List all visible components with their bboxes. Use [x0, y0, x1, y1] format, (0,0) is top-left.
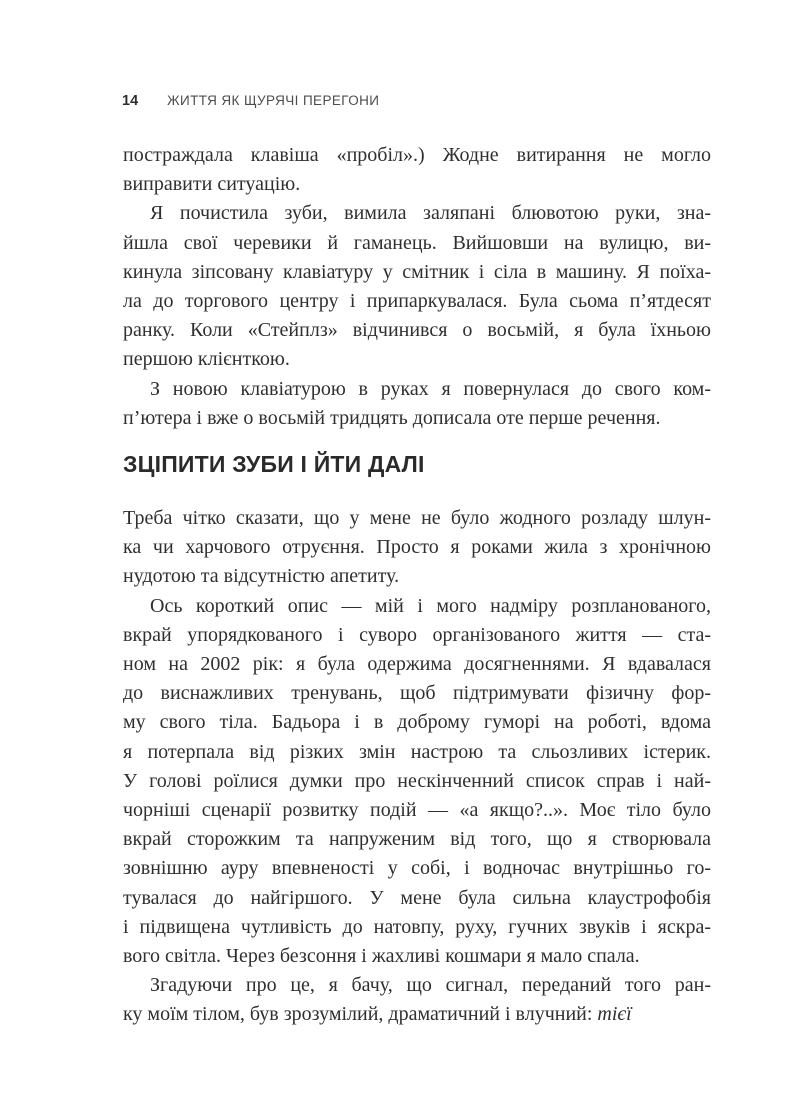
text-line: У голові роїлися думки про нескінченний список справ і най- [123, 769, 711, 792]
text-line: Я почистила зуби, вимила заляпані блювотою руки, зна- [150, 202, 711, 225]
text-line: зовнішню ауру впевненості у собі, і водночас внутрішньо го- [123, 857, 711, 880]
paragraph [123, 199, 711, 374]
page-header [122, 93, 379, 109]
text-line: ранку. Коли «Стейплз» відчинився о восьмій, я була їхньою [123, 319, 711, 342]
text-line: Треба чітко сказати, що у мене не було жодного розладу шлун- [123, 507, 711, 530]
paragraph [123, 375, 711, 433]
paragraph [123, 141, 711, 199]
text-line: п’ютера і вже о восьмій тридцять дописала оте перше речення. [123, 406, 661, 429]
text-line: виправити ситуацію. [123, 173, 301, 196]
page-body [123, 141, 711, 1030]
text-line: З новою клавіатурою в руках я повернулася до свого ком- [150, 377, 711, 400]
paragraph [123, 592, 711, 972]
text-line: ку моїм тілом, був зрозумілий, драматичний і влучний: тієї [123, 1003, 632, 1026]
text-line: Ось короткий опис — мій і мого надміру розпланованого, [150, 594, 711, 617]
text-line: кинула зіпсовану клавіатуру у смітник і сіла в машину. Я поїха- [123, 260, 711, 283]
paragraph [123, 504, 711, 592]
section-heading: ЗЦІПИТИ ЗУБИ І ЙТИ ДАЛІ [123, 451, 425, 478]
running-title: ЖИТТЯ ЯК ЩУРЯЧІ ПЕРЕГОНИ [167, 93, 380, 108]
text-line: ла до торгового центру і припаркувалася. Була сьома п’ятдесят [123, 290, 711, 313]
text-line: тувалася до найгіршого. У мене була сильна клаустрофобія [123, 886, 711, 909]
text-line: до виснажливих тренувань, щоб підтримувати фізичну фор- [123, 682, 711, 705]
text-line: нудотою та відсутністю апетиту. [123, 565, 400, 588]
text-line: вкрай сторожким та напруженим від того, що я створювала [123, 828, 711, 851]
text-line: і підвищена чутливість до натовпу, руху, гучних звуків і яскра- [123, 915, 711, 938]
text-line: вого світла. Через безсоння і жахливі кошмари я мало спала. [123, 945, 640, 968]
page-number: 14 [122, 93, 139, 109]
text-line: йшла свої черевики й гаманець. Вийшовши на вулицю, ви- [123, 231, 711, 254]
text-line: Згадуючи про це, я бачу, що сигнал, переданий того ран- [150, 974, 711, 997]
text-line: чорніші сценарії розвитку подій — «а якщо?..». Моє тіло було [123, 799, 711, 822]
text-line: першою клієнткою. [123, 348, 290, 371]
text-line: му свого тіла. Бадьора і в доброму гуморі на роботі, вдома [123, 711, 711, 734]
paragraph [123, 971, 711, 1029]
text-line: ном на 2002 рік: я була одержима досягненнями. Я вдавалася [123, 653, 711, 676]
text-line: вкрай упорядкованого і суворо організованого життя — ста- [123, 623, 711, 646]
text-line: ка чи харчового отруєння. Просто я роками жила з хронічною [123, 536, 711, 559]
text-line: постраждала клавіша «пробіл».) Жодне витирання не могло [123, 144, 711, 166]
text-line: я потерпала від різких змін настрою та сльозливих істерик. [123, 740, 711, 763]
